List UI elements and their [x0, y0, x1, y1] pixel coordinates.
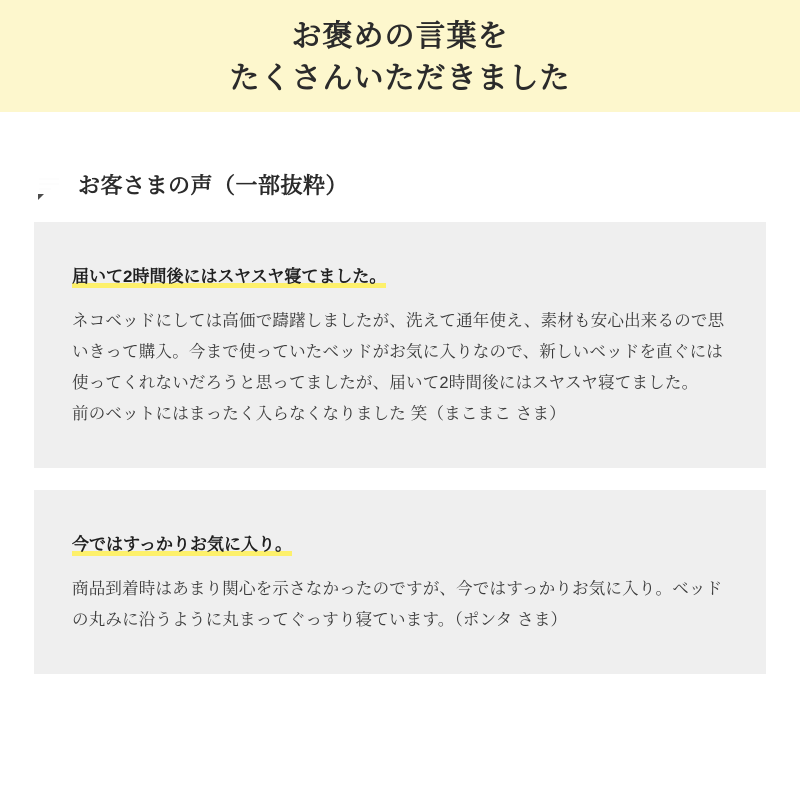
headline-line-1: お褒めの言葉を	[291, 20, 509, 53]
review-paragraph: 前のベットにはまったく入らなくなりました 笑（まこまこ さま）	[72, 405, 566, 423]
review-body	[72, 306, 728, 430]
section-heading	[34, 169, 800, 200]
headline-line-2: たくさんいただきました	[229, 62, 571, 95]
headline-banner	[0, 0, 800, 112]
review-body	[72, 574, 728, 636]
review-title-wrap	[72, 530, 728, 560]
review-paragraph: ネコベッドにしては高価で躊躇しましたが、洗えて通年使え、素材も安心出来るので思いきって購入。今まで使っていたベッドがお気に入りなので、新しいベッドを直ぐには使ってくれないだろうと思ってましたが、届いて2時間後にはスヤスヤ寝てました。	[72, 312, 725, 392]
review-title: 届いて2時間後にはスヤスヤ寝てました。	[72, 267, 387, 286]
list-item	[34, 222, 766, 468]
review-title: 今ではすっかりお気に入り。	[72, 535, 292, 554]
list-item	[34, 490, 766, 674]
review-title-wrap	[72, 262, 728, 292]
review-paragraph: 商品到着時はあまり関心を示さなかったのですが、今ではすっかりお気に入り。ベッドの丸みに沿うように丸まってぐっすり寝ています。（ポンタ さま）	[72, 580, 723, 629]
speech-bubble-icon	[34, 172, 64, 198]
customer-review-list	[34, 222, 766, 674]
section-title: お客さまの声（一部抜粋）	[78, 173, 349, 198]
